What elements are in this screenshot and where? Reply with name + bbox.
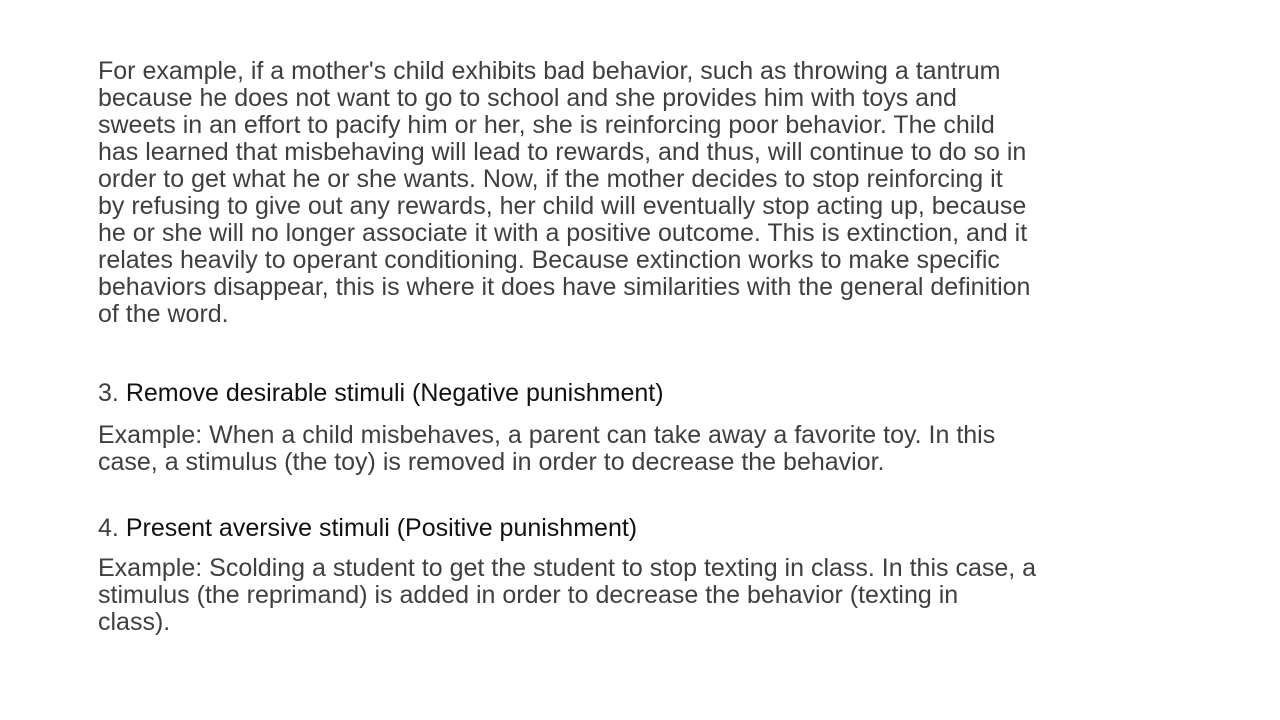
section-3-number: 3. (98, 379, 119, 407)
intro-line: behaviors disappear, this is where it does have similarities with the general definition (98, 273, 1031, 301)
intro-paragraph (98, 58, 1188, 328)
intro-line: by refusing to give out any rewards, her child will eventually stop acting up, because (98, 192, 1027, 220)
intro-line: he or she will no longer associate it with a positive outcome. This is extinction, and it (98, 219, 1028, 247)
intro-line: relates heavily to operant conditioning. Because extinction works to make specific (98, 246, 1000, 274)
section-4-example (98, 555, 1188, 636)
intro-line: order to get what he or she wants. Now, if the mother decides to stop reinforcing it (98, 165, 1003, 193)
section-4-heading (98, 513, 1188, 543)
example-line: case, a stimulus (the toy) is removed in order to decrease the behavior. (98, 448, 885, 476)
example-line: Example: When a child misbehaves, a parent can take away a favorite toy. In this (98, 421, 996, 449)
intro-line: of the word. (98, 300, 229, 328)
section-4-number: 4. (98, 514, 119, 542)
slide-content (98, 57, 1188, 636)
intro-line: has learned that misbehaving will lead to rewards, and thus, will continue to do so in (98, 138, 1027, 166)
section-3-title: Remove desirable stimuli (Negative punishment) (125, 379, 664, 407)
intro-line: because he does not want to go to school and she provides him with toys and (98, 84, 957, 112)
intro-line: sweets in an effort to pacify him or her, she is reinforcing poor behavior. The child (98, 111, 995, 139)
intro-line: For example, if a mother's child exhibits bad behavior, such as throwing a tantrum (98, 57, 1001, 85)
section-3-heading (98, 378, 1188, 408)
example-line: Example: Scolding a student to get the student to stop texting in class. In this case, a (98, 554, 1037, 582)
example-line: stimulus (the reprimand) is added in order to decrease the behavior (texting in (98, 581, 959, 609)
example-line: class). (98, 608, 171, 636)
section-4-title: Present aversive stimuli (Positive punishment) (125, 514, 638, 542)
section-3-example (98, 422, 1188, 476)
